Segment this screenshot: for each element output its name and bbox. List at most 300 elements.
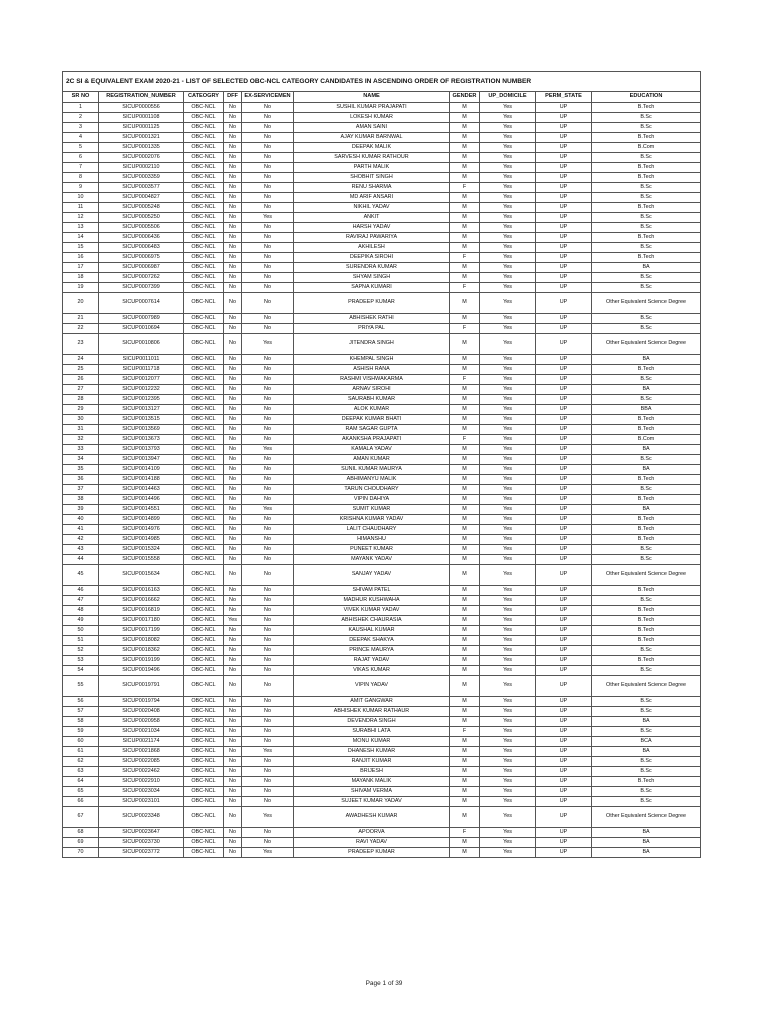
table-cell: SICUP0013673 [99, 434, 184, 444]
table-cell: BA [592, 262, 701, 272]
table-cell: UP [536, 696, 592, 706]
table-cell: 33 [63, 444, 99, 454]
table-cell: M [450, 313, 480, 323]
table-cell: UP [536, 122, 592, 132]
table-cell: No [224, 585, 242, 595]
table-cell: No [224, 837, 242, 847]
table-row [63, 564, 701, 585]
table-cell: 53 [63, 655, 99, 665]
table-cell: PRADEEP KUMAR [294, 847, 450, 857]
table-cell: M [450, 122, 480, 132]
table-cell: SICUP0011011 [99, 354, 184, 364]
table-cell: SUSHIL KUMAR PRAJAPATI [294, 102, 450, 112]
table-cell: 68 [63, 827, 99, 837]
table-cell: No [224, 494, 242, 504]
table-cell: M [450, 292, 480, 313]
table-cell: M [450, 756, 480, 766]
table-cell: MONU KUMAR [294, 736, 450, 746]
table-cell: 11 [63, 202, 99, 212]
table-cell: SICUP0014188 [99, 474, 184, 484]
table-row [63, 313, 701, 323]
table-cell: No [224, 595, 242, 605]
table-cell: OBC-NCL [184, 847, 224, 857]
table-row [63, 122, 701, 132]
table-cell: UP [536, 414, 592, 424]
table-cell: B.Tech [592, 494, 701, 504]
table-cell: SICUP0011718 [99, 364, 184, 374]
table-cell: Yes [480, 776, 536, 786]
table-cell: No [224, 665, 242, 675]
table-cell: No [224, 122, 242, 132]
table-cell: ASHISH RANA [294, 364, 450, 374]
table-cell: 32 [63, 434, 99, 444]
table-cell: OBC-NCL [184, 394, 224, 404]
table-cell: ABHISHEK RATHI [294, 313, 450, 323]
table-cell: No [242, 272, 294, 282]
table-cell: Yes [480, 222, 536, 232]
table-cell: OBC-NCL [184, 374, 224, 384]
table-cell: 12 [63, 212, 99, 222]
table-cell: SICUP0014109 [99, 464, 184, 474]
table-cell: No [224, 242, 242, 252]
table-cell: F [450, 182, 480, 192]
table-cell: Yes [224, 615, 242, 625]
table-cell: OBC-NCL [184, 262, 224, 272]
table-cell: M [450, 544, 480, 554]
table-cell: M [450, 262, 480, 272]
table-cell: No [242, 232, 294, 242]
table-row [63, 272, 701, 282]
table-cell: SICUP0013127 [99, 404, 184, 414]
table-cell: OBC-NCL [184, 242, 224, 252]
table-cell: M [450, 364, 480, 374]
table-cell: No [242, 726, 294, 736]
table-cell: OBC-NCL [184, 232, 224, 242]
table-cell: B.Tech [592, 534, 701, 544]
table-cell: No [224, 162, 242, 172]
table-cell: 37 [63, 484, 99, 494]
table-cell: OBC-NCL [184, 162, 224, 172]
table-cell: SICUP0019791 [99, 675, 184, 696]
document-title: 2C SI & EQUIVALENT EXAM 2020-21 - LIST OF SELECTED OBC-NCL CATEGORY CANDIDATES IN ASCENDING ORDER OF REGISTRATION NUMBER [63, 72, 701, 92]
table-cell: 56 [63, 696, 99, 706]
table-cell: No [224, 514, 242, 524]
table-cell: F [450, 252, 480, 262]
table-cell: Yes [480, 354, 536, 364]
table-cell: OBC-NCL [184, 585, 224, 595]
table-cell: Yes [242, 333, 294, 354]
table-cell: 63 [63, 766, 99, 776]
table-cell: Yes [480, 696, 536, 706]
table-cell: No [224, 776, 242, 786]
table-cell: No [224, 827, 242, 837]
table-cell: No [242, 323, 294, 333]
table-cell: 47 [63, 595, 99, 605]
table-cell: No [242, 524, 294, 534]
table-cell: 17 [63, 262, 99, 272]
table-row [63, 645, 701, 655]
table-cell: M [450, 776, 480, 786]
table-cell: UP [536, 615, 592, 625]
table-cell: UP [536, 484, 592, 494]
table-cell: OBC-NCL [184, 434, 224, 444]
table-cell: UP [536, 665, 592, 675]
table-cell: SICUP0023647 [99, 827, 184, 837]
table-cell: SHYAM SINGH [294, 272, 450, 282]
table-row [63, 595, 701, 605]
table-cell: B.Sc [592, 212, 701, 222]
table-cell: Yes [480, 333, 536, 354]
table-cell: B.Tech [592, 625, 701, 635]
table-cell: No [224, 444, 242, 454]
table-row [63, 716, 701, 726]
table-row [63, 132, 701, 142]
table-cell: B.Tech [592, 524, 701, 534]
table-cell: B.Tech [592, 474, 701, 484]
table-cell: OBC-NCL [184, 272, 224, 282]
table-cell: B.Sc [592, 394, 701, 404]
table-cell: OBC-NCL [184, 766, 224, 776]
table-cell: UP [536, 182, 592, 192]
table-cell: AMAN SAINI [294, 122, 450, 132]
table-cell: F [450, 374, 480, 384]
table-cell: UP [536, 504, 592, 514]
table-cell: 22 [63, 323, 99, 333]
table-row [63, 544, 701, 554]
table-cell: UP [536, 394, 592, 404]
table-row [63, 484, 701, 494]
table-cell: No [224, 222, 242, 232]
table-cell: OBC-NCL [184, 625, 224, 635]
table-cell: B.Sc [592, 645, 701, 655]
table-cell: M [450, 222, 480, 232]
table-cell: OBC-NCL [184, 655, 224, 665]
table-cell: UP [536, 132, 592, 142]
table-cell: UP [536, 595, 592, 605]
table-row [63, 706, 701, 716]
table-cell: SICUP0013569 [99, 424, 184, 434]
table-cell: No [242, 645, 294, 655]
table-cell: OBC-NCL [184, 776, 224, 786]
table-row [63, 806, 701, 827]
table-cell: BA [592, 504, 701, 514]
table-cell: UP [536, 514, 592, 524]
table-cell: UP [536, 786, 592, 796]
table-cell: UP [536, 162, 592, 172]
table-cell: Yes [480, 292, 536, 313]
table-cell: B.Tech [592, 102, 701, 112]
table-cell: 24 [63, 354, 99, 364]
table-cell: No [224, 484, 242, 494]
table-cell: SUMIT KUMAR [294, 504, 450, 514]
table-cell: No [242, 192, 294, 202]
table-cell: No [224, 796, 242, 806]
table-cell: M [450, 736, 480, 746]
table-cell: SICUP0019496 [99, 665, 184, 675]
table-cell: No [224, 655, 242, 665]
table-row [63, 252, 701, 262]
table-cell: KAMALA YADAV [294, 444, 450, 454]
table-cell: 18 [63, 272, 99, 282]
table-cell: No [224, 172, 242, 182]
table-cell: No [242, 564, 294, 585]
table-cell: No [242, 162, 294, 172]
table-cell: No [242, 635, 294, 645]
table-cell: 10 [63, 192, 99, 202]
table-cell: OBC-NCL [184, 837, 224, 847]
table-cell: No [242, 796, 294, 806]
table-cell: No [224, 706, 242, 716]
page-footer: Page 1 of 39 [365, 980, 403, 987]
table-cell: OBC-NCL [184, 414, 224, 424]
table-cell: Yes [242, 212, 294, 222]
table-cell: B.Sc [592, 313, 701, 323]
table-row [63, 424, 701, 434]
table-cell: SICUP0006436 [99, 232, 184, 242]
table-cell: UP [536, 766, 592, 776]
table-cell: 58 [63, 716, 99, 726]
table-cell: B.Tech [592, 424, 701, 434]
table-cell: B.Tech [592, 132, 701, 142]
table-row [63, 142, 701, 152]
table-cell: SICUP0019199 [99, 655, 184, 665]
table-cell: SICUP0015324 [99, 544, 184, 554]
table-cell: No [224, 112, 242, 122]
table-cell: UP [536, 434, 592, 444]
table-cell: 45 [63, 564, 99, 585]
table-cell: No [242, 112, 294, 122]
table-cell: UP [536, 585, 592, 595]
table-cell: No [224, 756, 242, 766]
table-cell: OBC-NCL [184, 514, 224, 524]
table-cell: B.Sc [592, 796, 701, 806]
table-cell: UP [536, 554, 592, 564]
table-cell: F [450, 323, 480, 333]
table-cell: M [450, 464, 480, 474]
table-cell: ABHIMANYU MALIK [294, 474, 450, 484]
table-cell: SICUP0010806 [99, 333, 184, 354]
table-cell: SICUP0014899 [99, 514, 184, 524]
table-cell: No [224, 564, 242, 585]
table-cell: No [224, 182, 242, 192]
table-cell: SICUP0014496 [99, 494, 184, 504]
table-cell: 8 [63, 172, 99, 182]
table-cell: M [450, 232, 480, 242]
table-row [63, 474, 701, 484]
table-cell: BBA [592, 404, 701, 414]
table-cell: OBC-NCL [184, 252, 224, 262]
table-cell: No [242, 172, 294, 182]
table-cell: No [224, 716, 242, 726]
table-cell: SHIVAM VERMA [294, 786, 450, 796]
table-row [63, 494, 701, 504]
table-cell: HIMANSHU [294, 534, 450, 544]
table-cell: No [242, 756, 294, 766]
table-cell: M [450, 404, 480, 414]
table-cell: No [224, 282, 242, 292]
table-cell: B.Tech [592, 655, 701, 665]
table-cell: SICUP0010694 [99, 323, 184, 333]
table-cell: UP [536, 524, 592, 534]
table-cell: OBC-NCL [184, 292, 224, 313]
table-cell: Yes [480, 404, 536, 414]
table-cell: M [450, 354, 480, 364]
table-cell: OBC-NCL [184, 313, 224, 323]
table-cell: JITENDRA SINGH [294, 333, 450, 354]
table-cell: No [224, 847, 242, 857]
table-row [63, 625, 701, 635]
table-cell: SICUP0014551 [99, 504, 184, 514]
table-cell: Yes [480, 424, 536, 434]
table-cell: Yes [480, 282, 536, 292]
table-cell: No [242, 675, 294, 696]
table-cell: No [242, 837, 294, 847]
table-cell: SICUP0006987 [99, 262, 184, 272]
table-cell: SICUP0005250 [99, 212, 184, 222]
table-cell: M [450, 615, 480, 625]
table-cell: No [224, 313, 242, 323]
table-cell: No [242, 132, 294, 142]
table-cell: M [450, 394, 480, 404]
table-cell: Yes [480, 645, 536, 655]
table-cell: OBC-NCL [184, 716, 224, 726]
table-cell: OBC-NCL [184, 354, 224, 364]
table-cell: Yes [480, 806, 536, 827]
table-cell: SICUP0002110 [99, 162, 184, 172]
table-cell: No [242, 595, 294, 605]
table-cell: UP [536, 364, 592, 374]
table-cell: AKHILESH [294, 242, 450, 252]
table-cell: Other Equivalent Science Degree [592, 675, 701, 696]
table-cell: No [224, 232, 242, 242]
table-cell: SICUP0019794 [99, 696, 184, 706]
table-cell: No [242, 102, 294, 112]
table-cell: No [242, 364, 294, 374]
table-cell: KRISHNA KUMAR YADAV [294, 514, 450, 524]
table-cell: Yes [480, 414, 536, 424]
table-cell: UP [536, 736, 592, 746]
table-cell: No [242, 354, 294, 364]
table-row [63, 444, 701, 454]
table-cell: BA [592, 847, 701, 857]
table-cell: No [224, 404, 242, 414]
table-cell: UP [536, 605, 592, 615]
table-cell: OBC-NCL [184, 192, 224, 202]
table-cell: UP [536, 776, 592, 786]
table-cell: 6 [63, 152, 99, 162]
table-cell: No [242, 494, 294, 504]
table-cell: Yes [480, 364, 536, 374]
table-cell: UP [536, 424, 592, 434]
table-cell: RASHMI VISHWAKARMA [294, 374, 450, 384]
table-cell: 42 [63, 534, 99, 544]
table-cell: UP [536, 796, 592, 806]
table-cell: UP [536, 142, 592, 152]
table-cell: SURENDRA KUMAR [294, 262, 450, 272]
table-cell: No [224, 464, 242, 474]
table-row [63, 262, 701, 272]
table-cell: 41 [63, 524, 99, 534]
table-cell: SICUP0014463 [99, 484, 184, 494]
table-cell: Yes [480, 142, 536, 152]
table-cell: 39 [63, 504, 99, 514]
table-cell: Yes [480, 726, 536, 736]
table-cell: UP [536, 534, 592, 544]
table-cell: SICUP0013947 [99, 454, 184, 464]
table-cell: Yes [480, 122, 536, 132]
table-cell: No [242, 554, 294, 564]
table-cell: SICUP0017180 [99, 615, 184, 625]
table-cell: No [224, 272, 242, 282]
table-cell: UP [536, 282, 592, 292]
table-cell: No [224, 414, 242, 424]
table-cell: M [450, 645, 480, 655]
column-header: CATEOGRY [184, 92, 224, 103]
table-cell: SICUP0013515 [99, 414, 184, 424]
table-cell: Yes [480, 484, 536, 494]
table-row [63, 414, 701, 424]
table-row [63, 282, 701, 292]
table-cell: Yes [480, 252, 536, 262]
table-cell: SHIVAM PATEL [294, 585, 450, 595]
table-cell: B.Sc [592, 665, 701, 675]
table-cell: SICUP0001335 [99, 142, 184, 152]
table-cell: UP [536, 354, 592, 364]
table-cell: BA [592, 384, 701, 394]
table-cell: UP [536, 262, 592, 272]
table-cell: ANKIT [294, 212, 450, 222]
table-cell: M [450, 524, 480, 534]
table-row [63, 665, 701, 675]
table-cell: OBC-NCL [184, 494, 224, 504]
table-cell: DEEPAK SHAKYA [294, 635, 450, 645]
table-cell: Yes [480, 504, 536, 514]
table-cell: Yes [480, 313, 536, 323]
table-cell: SICUP0014976 [99, 524, 184, 534]
table-cell: No [242, 282, 294, 292]
table-cell: 21 [63, 313, 99, 323]
table-cell: 38 [63, 494, 99, 504]
table-cell: SICUP0023034 [99, 786, 184, 796]
table-cell: M [450, 665, 480, 675]
table-cell: Yes [480, 585, 536, 595]
table-cell: No [224, 746, 242, 756]
table-cell: 19 [63, 282, 99, 292]
table-row [63, 434, 701, 444]
table-cell: 16 [63, 252, 99, 262]
table-cell: 25 [63, 364, 99, 374]
table-cell: Yes [480, 232, 536, 242]
table-cell: Yes [480, 152, 536, 162]
table-row [63, 222, 701, 232]
table-cell: M [450, 806, 480, 827]
table-cell: OBC-NCL [184, 333, 224, 354]
table-cell: 30 [63, 414, 99, 424]
table-cell: M [450, 112, 480, 122]
table-cell: BA [592, 444, 701, 454]
table-cell: SICUP0016819 [99, 605, 184, 615]
table-cell: M [450, 696, 480, 706]
table-cell: M [450, 605, 480, 615]
table-cell: SICUP0023101 [99, 796, 184, 806]
table-cell: AMIT GANGWAR [294, 696, 450, 706]
table-cell: OBC-NCL [184, 564, 224, 585]
table-cell: No [224, 212, 242, 222]
table-cell: B.Com [592, 434, 701, 444]
table-row [63, 112, 701, 122]
table-cell: SICUP0012395 [99, 394, 184, 404]
table-cell: PRIYA PAL [294, 323, 450, 333]
